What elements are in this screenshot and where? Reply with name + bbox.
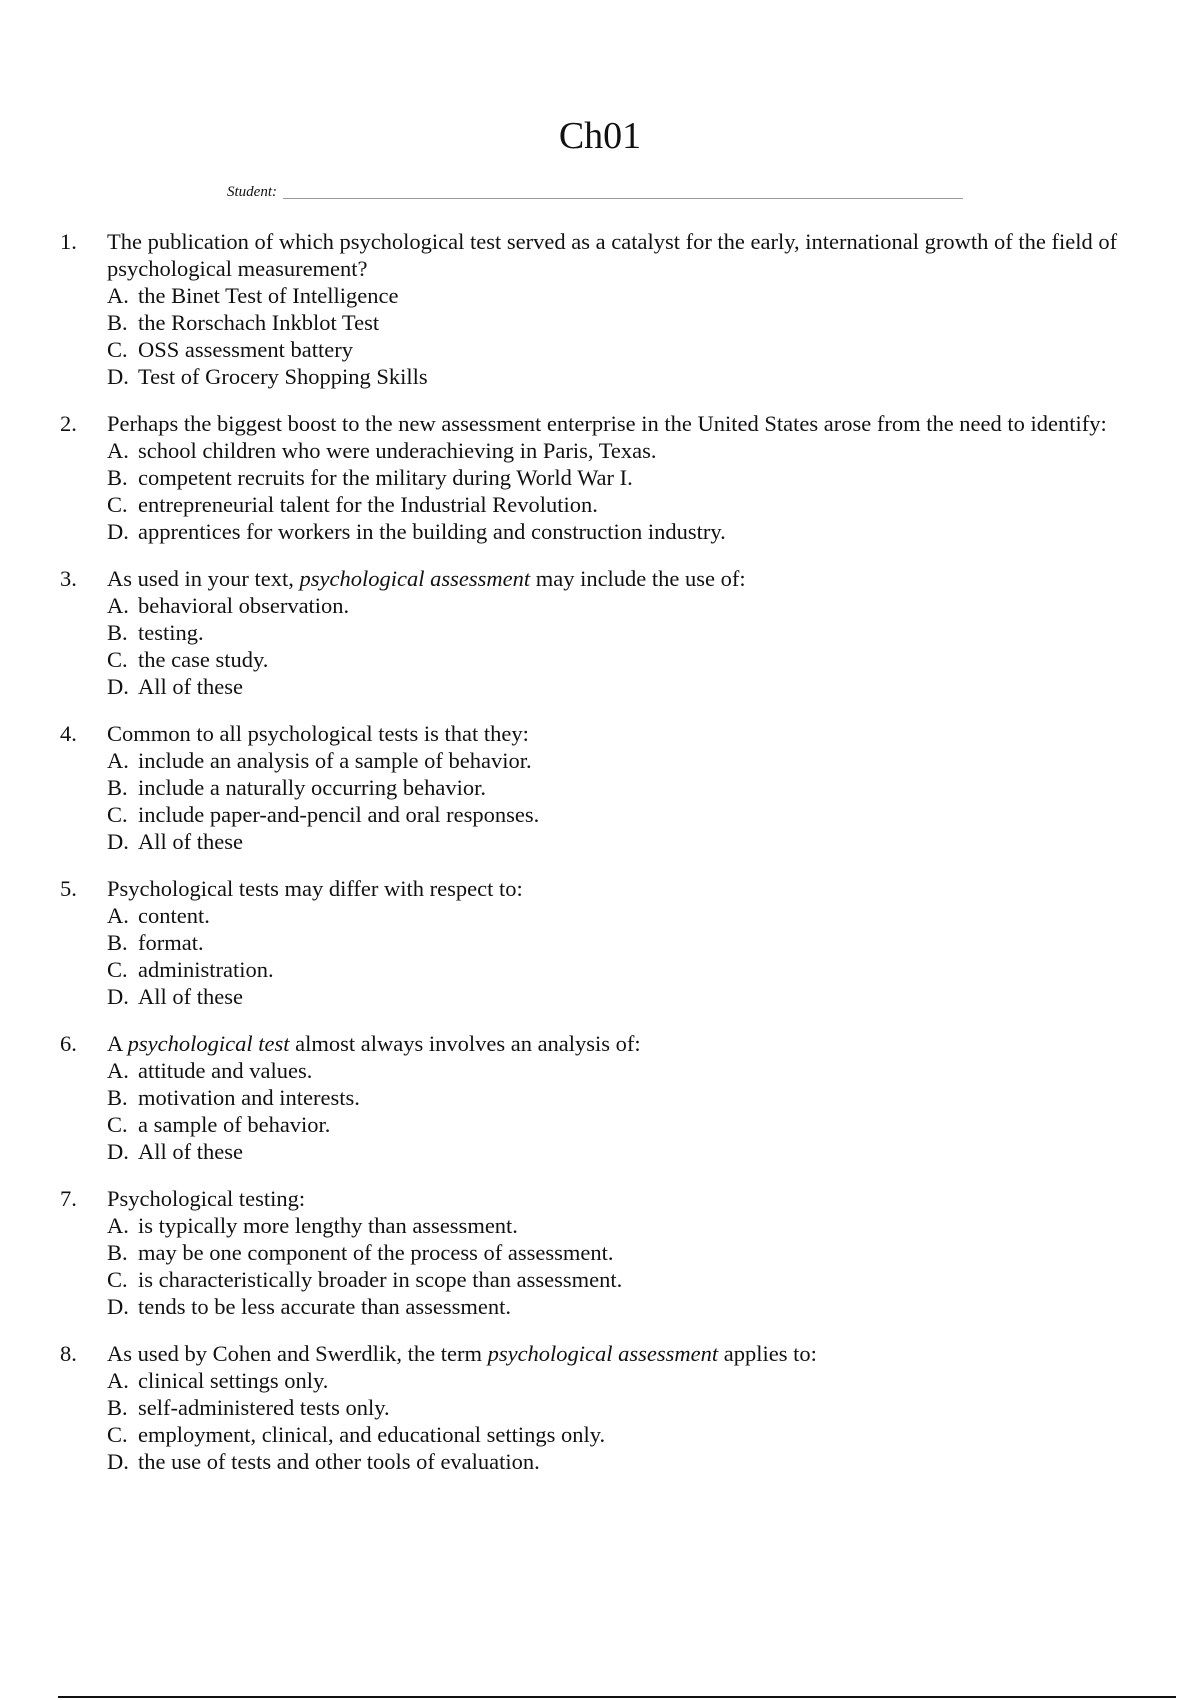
option-text: self-administered tests only. (138, 1395, 390, 1420)
question-body (107, 228, 1150, 390)
answer-option (107, 1367, 1150, 1394)
question-text-part: As used by Cohen and Swerdlik, the term (107, 1341, 488, 1366)
question-text (107, 1185, 1150, 1212)
option-text: behavioral observation. (138, 593, 350, 618)
option-letter: B. (107, 1240, 128, 1265)
question-emphasis: psychological test (127, 1031, 290, 1056)
question-number: 7. (60, 1186, 77, 1211)
answer-option (107, 828, 1150, 855)
option-text: All of these (138, 984, 243, 1009)
answer-options (107, 592, 1150, 700)
option-letter: D. (107, 674, 129, 699)
option-letter: B. (107, 620, 128, 645)
question-text (107, 410, 1150, 437)
option-letter: B. (107, 310, 128, 335)
question-text-part: applies to: (718, 1341, 817, 1366)
question-text-part: almost always involves an analysis of: (289, 1031, 641, 1056)
option-letter: B. (107, 1395, 128, 1420)
question-text-part: A (107, 1031, 128, 1056)
option-text: format. (138, 930, 204, 955)
option-text: clinical settings only. (138, 1368, 329, 1393)
answer-option (107, 1394, 1150, 1421)
answer-option (107, 282, 1150, 309)
answer-option (107, 464, 1150, 491)
option-letter: D. (107, 1294, 129, 1319)
option-letter: A. (107, 438, 129, 463)
student-label: Student: (227, 184, 277, 200)
question-text-part: Psychological testing: (107, 1186, 306, 1211)
question-text-part: As used in your text, (107, 566, 300, 591)
option-text: school children who were underachieving in Paris, Texas. (138, 438, 657, 463)
option-text: may be one component of the process of assessment. (138, 1240, 614, 1265)
answer-option (107, 1111, 1150, 1138)
question-item (60, 1185, 1150, 1320)
answer-option (107, 673, 1150, 700)
option-text: testing. (138, 620, 204, 645)
question-item (60, 565, 1150, 700)
answer-option (107, 1138, 1150, 1165)
answer-options (107, 1057, 1150, 1165)
option-letter: D. (107, 829, 129, 854)
question-text (107, 1030, 1150, 1057)
question-body (107, 410, 1150, 545)
question-text (107, 565, 1150, 592)
question-emphasis: psychological assessment (299, 566, 531, 591)
option-letter: D. (107, 984, 129, 1009)
option-letter: A. (107, 748, 129, 773)
option-text: Test of Grocery Shopping Skills (138, 364, 428, 389)
option-text: the Rorschach Inkblot Test (138, 310, 380, 335)
option-letter: A. (107, 283, 129, 308)
option-text: the use of tests and other tools of evaluation. (138, 1449, 540, 1474)
answer-option (107, 1239, 1150, 1266)
answer-option (107, 309, 1150, 336)
answer-option (107, 983, 1150, 1010)
option-letter: A. (107, 903, 129, 928)
option-letter: C. (107, 957, 128, 982)
footer-divider (58, 1696, 1176, 1698)
option-letter: C. (107, 802, 128, 827)
option-text: entrepreneurial talent for the Industrial Revolution. (138, 492, 598, 517)
question-text (107, 720, 1150, 747)
option-letter: D. (107, 1139, 129, 1164)
answer-option (107, 592, 1150, 619)
question-body (107, 565, 1150, 700)
option-letter: D. (107, 519, 129, 544)
option-text: include paper-and-pencil and oral responses. (138, 802, 540, 827)
question-text-part: Common to all psychological tests is that they: (107, 721, 529, 746)
student-field (227, 183, 963, 201)
answer-option (107, 518, 1150, 545)
answer-option (107, 1448, 1150, 1475)
answer-option (107, 491, 1150, 518)
answer-option (107, 1084, 1150, 1111)
question-number: 6. (60, 1031, 77, 1056)
question-number: 3. (60, 566, 77, 591)
option-letter: C. (107, 1422, 128, 1447)
answer-option (107, 1266, 1150, 1293)
option-text: attitude and values. (138, 1058, 313, 1083)
option-text: motivation and interests. (138, 1085, 360, 1110)
question-number: 8. (60, 1341, 77, 1366)
question-number: 2. (60, 411, 77, 436)
option-text: the Binet Test of Intelligence (138, 283, 399, 308)
question-text-part: Psychological tests may differ with respect to: (107, 876, 523, 901)
question-item (60, 720, 1150, 855)
option-letter: B. (107, 775, 128, 800)
option-text: the case study. (138, 647, 269, 672)
question-item (60, 875, 1150, 1010)
answer-options (107, 1367, 1150, 1475)
option-text: All of these (138, 829, 243, 854)
question-text-part: Perhaps the biggest boost to the new assessment enterprise in the United States arose from the need to identify: (107, 411, 1107, 436)
answer-option (107, 1057, 1150, 1084)
option-text: content. (138, 903, 210, 928)
option-letter: A. (107, 1058, 129, 1083)
answer-option (107, 929, 1150, 956)
option-letter: B. (107, 1085, 128, 1110)
option-text: apprentices for workers in the building and construction industry. (138, 519, 726, 544)
option-letter: B. (107, 465, 128, 490)
option-letter: D. (107, 1449, 129, 1474)
option-text: competent recruits for the military during World War I. (138, 465, 633, 490)
option-letter: C. (107, 1112, 128, 1137)
question-text (107, 875, 1150, 902)
answer-option (107, 902, 1150, 929)
answer-option (107, 336, 1150, 363)
question-body (107, 1340, 1150, 1475)
option-text: is characteristically broader in scope than assessment. (138, 1267, 623, 1292)
question-text-part: may include the use of: (530, 566, 746, 591)
option-letter: C. (107, 647, 128, 672)
answer-option (107, 646, 1150, 673)
option-letter: A. (107, 1213, 129, 1238)
option-text: is typically more lengthy than assessment. (138, 1213, 518, 1238)
option-letter: A. (107, 1368, 129, 1393)
question-text (107, 1340, 1150, 1367)
question-text-part: The publication of which psychological test served as a catalyst for the early, international growth of the field of psychological measurement? (107, 229, 1118, 281)
answer-option (107, 747, 1150, 774)
option-text: include an analysis of a sample of behavior. (138, 748, 532, 773)
question-emphasis: psychological assessment (487, 1341, 719, 1366)
question-body (107, 875, 1150, 1010)
option-letter: B. (107, 930, 128, 955)
answer-options (107, 437, 1150, 545)
option-letter: C. (107, 1267, 128, 1292)
question-item (60, 228, 1150, 390)
option-letter: D. (107, 364, 129, 389)
question-body (107, 1030, 1150, 1165)
option-letter: A. (107, 593, 129, 618)
answer-option (107, 801, 1150, 828)
answer-options (107, 1212, 1150, 1320)
answer-options (107, 747, 1150, 855)
option-text: OSS assessment battery (138, 337, 353, 362)
question-number: 1. (60, 229, 77, 254)
answer-option (107, 363, 1150, 390)
option-text: All of these (138, 674, 243, 699)
question-number: 5. (60, 876, 77, 901)
option-text: employment, clinical, and educational settings only. (138, 1422, 606, 1447)
question-text (107, 228, 1150, 282)
option-text: administration. (138, 957, 274, 982)
answer-option (107, 1421, 1150, 1448)
answer-option (107, 956, 1150, 983)
question-item (60, 410, 1150, 545)
answer-option (107, 437, 1150, 464)
question-list (60, 228, 1150, 1495)
option-text: include a naturally occurring behavior. (138, 775, 486, 800)
answer-option (107, 619, 1150, 646)
answer-options (107, 902, 1150, 1010)
question-item (60, 1340, 1150, 1475)
answer-option (107, 1212, 1150, 1239)
question-body (107, 1185, 1150, 1320)
question-item (60, 1030, 1150, 1165)
page-title: Ch01 (558, 115, 642, 157)
answer-options (107, 282, 1150, 390)
option-text: a sample of behavior. (138, 1112, 331, 1137)
question-body (107, 720, 1150, 855)
option-text: tends to be less accurate than assessment. (138, 1294, 512, 1319)
student-name-line[interactable] (283, 198, 963, 199)
option-letter: C. (107, 492, 128, 517)
question-number: 4. (60, 721, 77, 746)
answer-option (107, 1293, 1150, 1320)
answer-option (107, 774, 1150, 801)
option-text: All of these (138, 1139, 243, 1164)
option-letter: C. (107, 337, 128, 362)
